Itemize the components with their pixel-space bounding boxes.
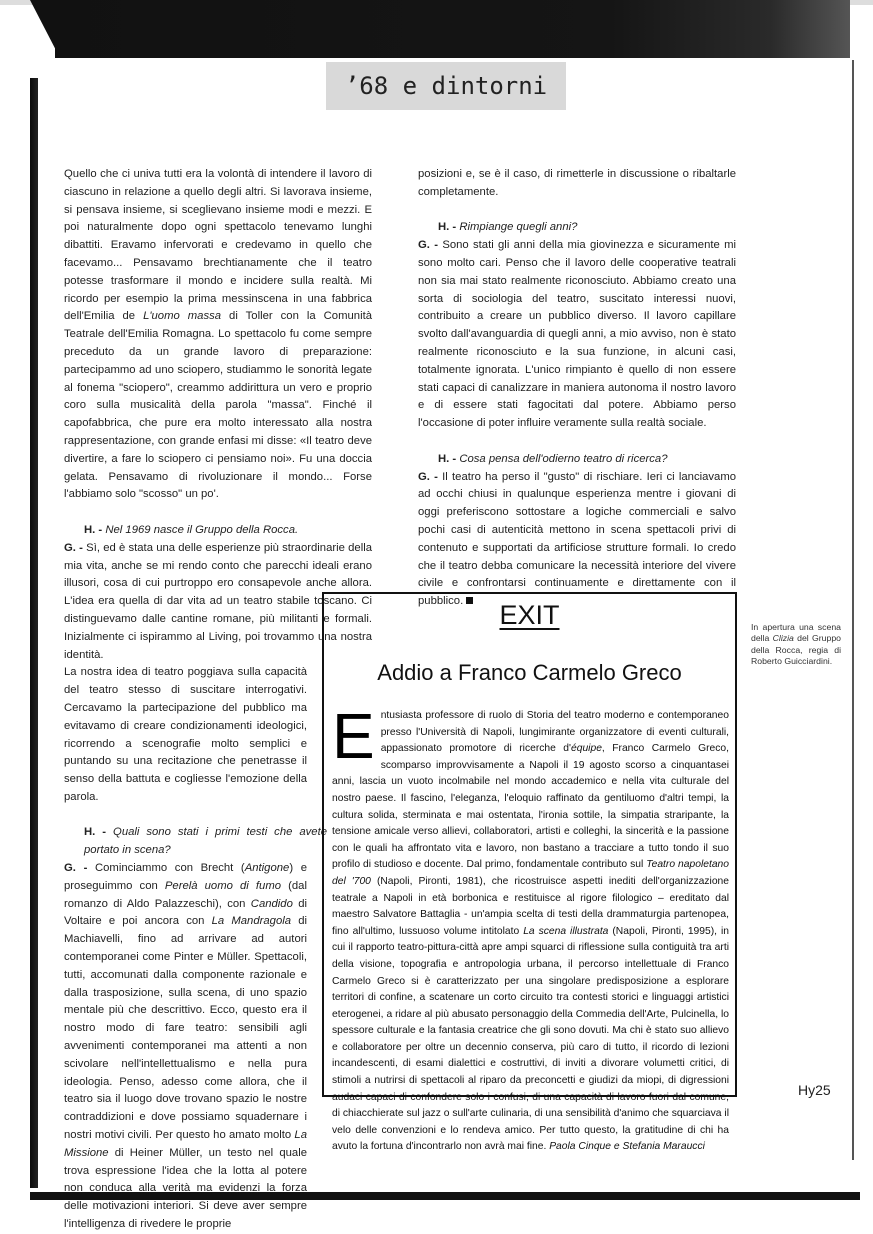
text: di Toller con la Comunità Teatrale dell'Emilia Romagna. Lo spettacolo fu come sempre preceduto da un grande lavoro di preparazione: partecipammo ad uno sciopero, studiammo le sonorità legate al fonema "sciopero", creammo addirittura un vero e proprio coro sulla musicalità della parola "massa". Finché il capofabbrica, che pure era molto interessato alla nostra rappresentazione, con grande enfasi mi disse: «Il teatro deve divertire, a fare lo sciopero ci pensiamo noi». Fu una doccia gelata. Pensavamo di rivoluzionare il mondo... Forse l'abbiamo solo "scosso" un po'. xyxy=(64,310,373,501)
question xyxy=(64,522,372,540)
page-number: Hy25 xyxy=(798,1082,831,1098)
work-title: La scena illustrata xyxy=(523,925,609,937)
answer xyxy=(64,860,307,1234)
question-text: Cosa pensa dell'odierno teatro di ricerca? xyxy=(459,452,668,465)
text: Cominciammo con Brecht ( xyxy=(94,862,245,875)
question-text: Nel 1969 nasce il Gruppo della Rocca. xyxy=(105,523,299,536)
drop-cap: E xyxy=(332,700,375,772)
authors-byline: Paola Cinque e Stefania Maraucci xyxy=(549,1141,705,1153)
photo-caption xyxy=(751,622,841,667)
text: In apertura una scena della xyxy=(751,622,841,644)
answer-text: Sono stati gli anni della mia giovinezza e sicuramente mi sono molto cari. Penso che il lavoro delle cooperative teatrali non sia mai stato realmente riconosciuto. Abbiamo creato una sorta di sociologia del teatro, suscitato interessi nuovi, contribuito a creare un pubblico diverso. Il lavoro capillare svolto dall'avanguardia di quegli anni, a mio avviso, non è stato realmente riconosciuto e la sua funzione, in alcuni casi, totalmente ignorata. L'unico rimpianto è quello di non essere stati capaci di canalizzare in maniera autonoma il nostro lavoro e di essere stati fagocitati dal potere. Abbiamo perso l'occasione di poter influire veramente sulla realtà sociale. xyxy=(418,239,737,430)
answer-text: Sì, ed è stata una delle esperienze più straordinarie della mia vita, anche se mi rendo conto che parecchi ideali erano illusori, cosa di cui purtroppo ero consapevole anche allora. L'idea era quella di dar vita ad un teatro stabile toscano. Ci distinguevamo dalle cantine romane, più militanti e formali. Inizialmente ci ispirammo al Living, poi trovammo una nostra identità. xyxy=(64,541,373,661)
exit-box-body xyxy=(332,700,730,1156)
interview-column-right xyxy=(418,166,736,611)
work-title: L'uomo massa xyxy=(143,310,222,323)
work-title: La Mandragola xyxy=(211,915,292,928)
work-title: Teatro napoletano del '700 xyxy=(332,859,730,887)
work-title: Candido xyxy=(250,897,293,910)
paragraph xyxy=(64,166,372,504)
text: (Napoli, Pironti, 1981), che ricostruisce aspetti inediti dell'organizzazione teatrale a Napoli in età borbonica e restituisce al rigore filologico – ereditato dal maestro Salvatore Battaglia - un'ampia scelta di testi della drammaturgia partenopea, fino all'ultimo, lussuoso volume intitolato xyxy=(332,875,730,937)
text: di Heiner Müller, un testo nel quale trova espressione l'idea che la lotta al potere non conduca alla verità ma evidenzi la forza delle motivazioni interiori. Si deve aver sempre l'intelligenza di rivedere le proprie xyxy=(64,1146,307,1231)
italic-term: équipe xyxy=(571,743,602,755)
answer-continued: La nostra idea di teatro poggiava sulla capacità del teatro stesso di suscitare interrogativi. Cercavamo la partecipazione del pubblico ma evitavamo di creare condizionamenti ideologici, ricorrendo a scenografie molto semplici e puntando su una recitazione che penetrasse il senso della battuta e cogliesse l'emozione della parola. xyxy=(64,666,307,803)
work-title: Perelà uomo di fumo xyxy=(164,879,282,892)
question-text: Rimpiange quegli anni? xyxy=(459,221,578,234)
speaker-label: H. - xyxy=(84,826,107,839)
work-title: La Missione xyxy=(64,1129,307,1159)
text: di Voltaire e poi ancora con xyxy=(64,897,307,928)
question xyxy=(64,824,327,860)
speaker-label: G. - xyxy=(64,541,83,554)
answer xyxy=(418,237,736,433)
work-title: Antigone xyxy=(244,862,290,875)
exit-box-title: EXIT xyxy=(499,600,560,630)
work-title: Clizia xyxy=(772,633,794,644)
text: ntusiasta professore di ruolo di Storia del teatro moderno e contemporaneo presso l'Università di Napoli, lungimirante organizzatore di eventi culturali, appassionato promotore di ricerche d' xyxy=(380,710,729,755)
text: di Machiavelli, fino ad arrivare ad autori contemporanei come Pinter e Müller. Spettacoli, tutti, accomunati dalla componente razionale e dalla trasposizione, sulla scena, di uno spazio mentale più che descrittivo. Ecco, questo era il nostro modo di fare teatro: sensibili agli avvenimenti contemporanei ma attenti a non scivolare nell'intellettualismo e nella pura ideologia. Penso, adesso come allora, che il teatro sia il luogo dove trovano spazio le nostre contraddizioni e dove possiamo squadernare i nostri motivi civili. Per questo ho amato molto xyxy=(64,915,307,1142)
scan-top-shadow xyxy=(55,0,850,58)
answer xyxy=(418,469,736,611)
text: del Gruppo della Rocca, regia di Roberto Guicciardini. xyxy=(751,633,841,666)
paragraph: posizioni e, se è il caso, di rimetterle in discussione o ribaltarle completamente. xyxy=(418,168,736,198)
speaker-label: G. - xyxy=(418,239,438,252)
page-left-rule xyxy=(30,78,38,1188)
question-text: Quali sono stati i primi testi che avete portato in scena? xyxy=(84,826,327,857)
question xyxy=(418,219,736,237)
answer-text: Il teatro ha perso il "gusto" di rischiare. Ieri ci lanciavamo ad occhi chiusi in qualunque esperienza mentre i giovani di oggi preferiscono sottostare a logiche commerciali e salvo pochi casi di autenticità mettono in scena spettacoli privi di contenuto e supportati da artificiose strutture formali. Io credo che il teatro debba comunicare la necessità interiore del vivere civile e confrontarsi continuamente e direttamente con il pubblico. xyxy=(418,470,737,608)
speaker-label: G. - xyxy=(418,470,438,483)
exit-box-headline: Addio a Franco Carmelo Greco xyxy=(377,660,682,685)
speaker-label: G. - xyxy=(64,862,88,875)
page-right-edge xyxy=(852,60,854,1160)
text: ) e proseguimmo con xyxy=(64,862,307,892)
speaker-label: H. - xyxy=(84,523,103,536)
question xyxy=(418,451,736,469)
exit-obituary-box xyxy=(322,592,737,1153)
text: Quello che ci univa tutti era la volontà di intendere il lavoro di ciascuno in relazione a quello degli altri. Si lavorava insieme, si pensava insieme, si sceglievano insieme modi e mezzi. E poi naturalmente dopo ogni spettacolo tenevamo lunghi dibattiti. Eravamo infervorati e credevamo in quello che facevamo... Pensavamo brechtianamente che il teatro potesse trasformare il mondo e incidere sulla realtà. Mi ricordo per esempio la prima messinscena in una fabbrica dell'Emilia de xyxy=(64,168,372,323)
speaker-label: H. - xyxy=(438,452,457,465)
text: , Franco Carmelo Greco, scomparso improvvisamente a Napoli il 19 agosto scorso a cinquantasei anni, lascia un vuoto incolmabile nel mondo accademico e nella vita culturale del nostro paese. Il fascino, l'eleganza, l'eloquio raffinato da gentiluomo d'altri tempi, la cultura solida, sterminata e mai ostentata, l'ironia sottile, la simpatia straripante, la tensione amicale verso allievi, collaboratori, artisti e colleghi, la sincerità e la passione con le quali ha affrontato vita e lavoro, non bastano a tracciare a tutto tondo il suo profilo di studioso e docente. Dal primo, fondamentale contributo sul xyxy=(332,743,729,871)
text: (Napoli, Pironti, 1995), in cui il rapporto teatro-pittura-città apre ampi squarci di riflessione sulla contiguità tra arti della visione, topografia e antropologia urbana, il percorso intellettuale di Franco Carmelo Greco si è caratterizzato per una singolare predisposizione a esplorare territori di confine, a scatenare un corto circuito tra contesti storici e linguaggi artistici eterogenei, a ridare al più abusato personaggio della Commedia dell'Arte, Pulcinella, lo spessore culturale e la fantasia creatrice che gli sono dovuti. Ma chi è stato suo allievo e collaboratore per oltre un decennio conserva, più caro di tutto, il ricordo di lezioni incandescenti, di esami dialettici e costruttivi, di inviti a divorare volumetti critici, di stimoli a nutrirsi di spettacoli al riparo da preconcetti e giudizi da miopi, di digressioni audaci capaci di confondere solo i confusi, di una capacità di lavoro fuori dal comune, di chiacchierate sul jazz o sull'arte culinaria, di una sensibilità d'animo che squarciava il velo delle convenzioni e lo rendeva amico. Per tutto questo, la gratitudine di chi ha avuto la fortuna d'incontrarlo non avrà mai fine. xyxy=(332,925,729,1153)
speaker-label: H. - xyxy=(438,221,457,234)
section-title: ’68 e dintorni xyxy=(326,62,566,110)
text: (dal romanzo di Aldo Palazzeschi), con xyxy=(64,879,307,910)
